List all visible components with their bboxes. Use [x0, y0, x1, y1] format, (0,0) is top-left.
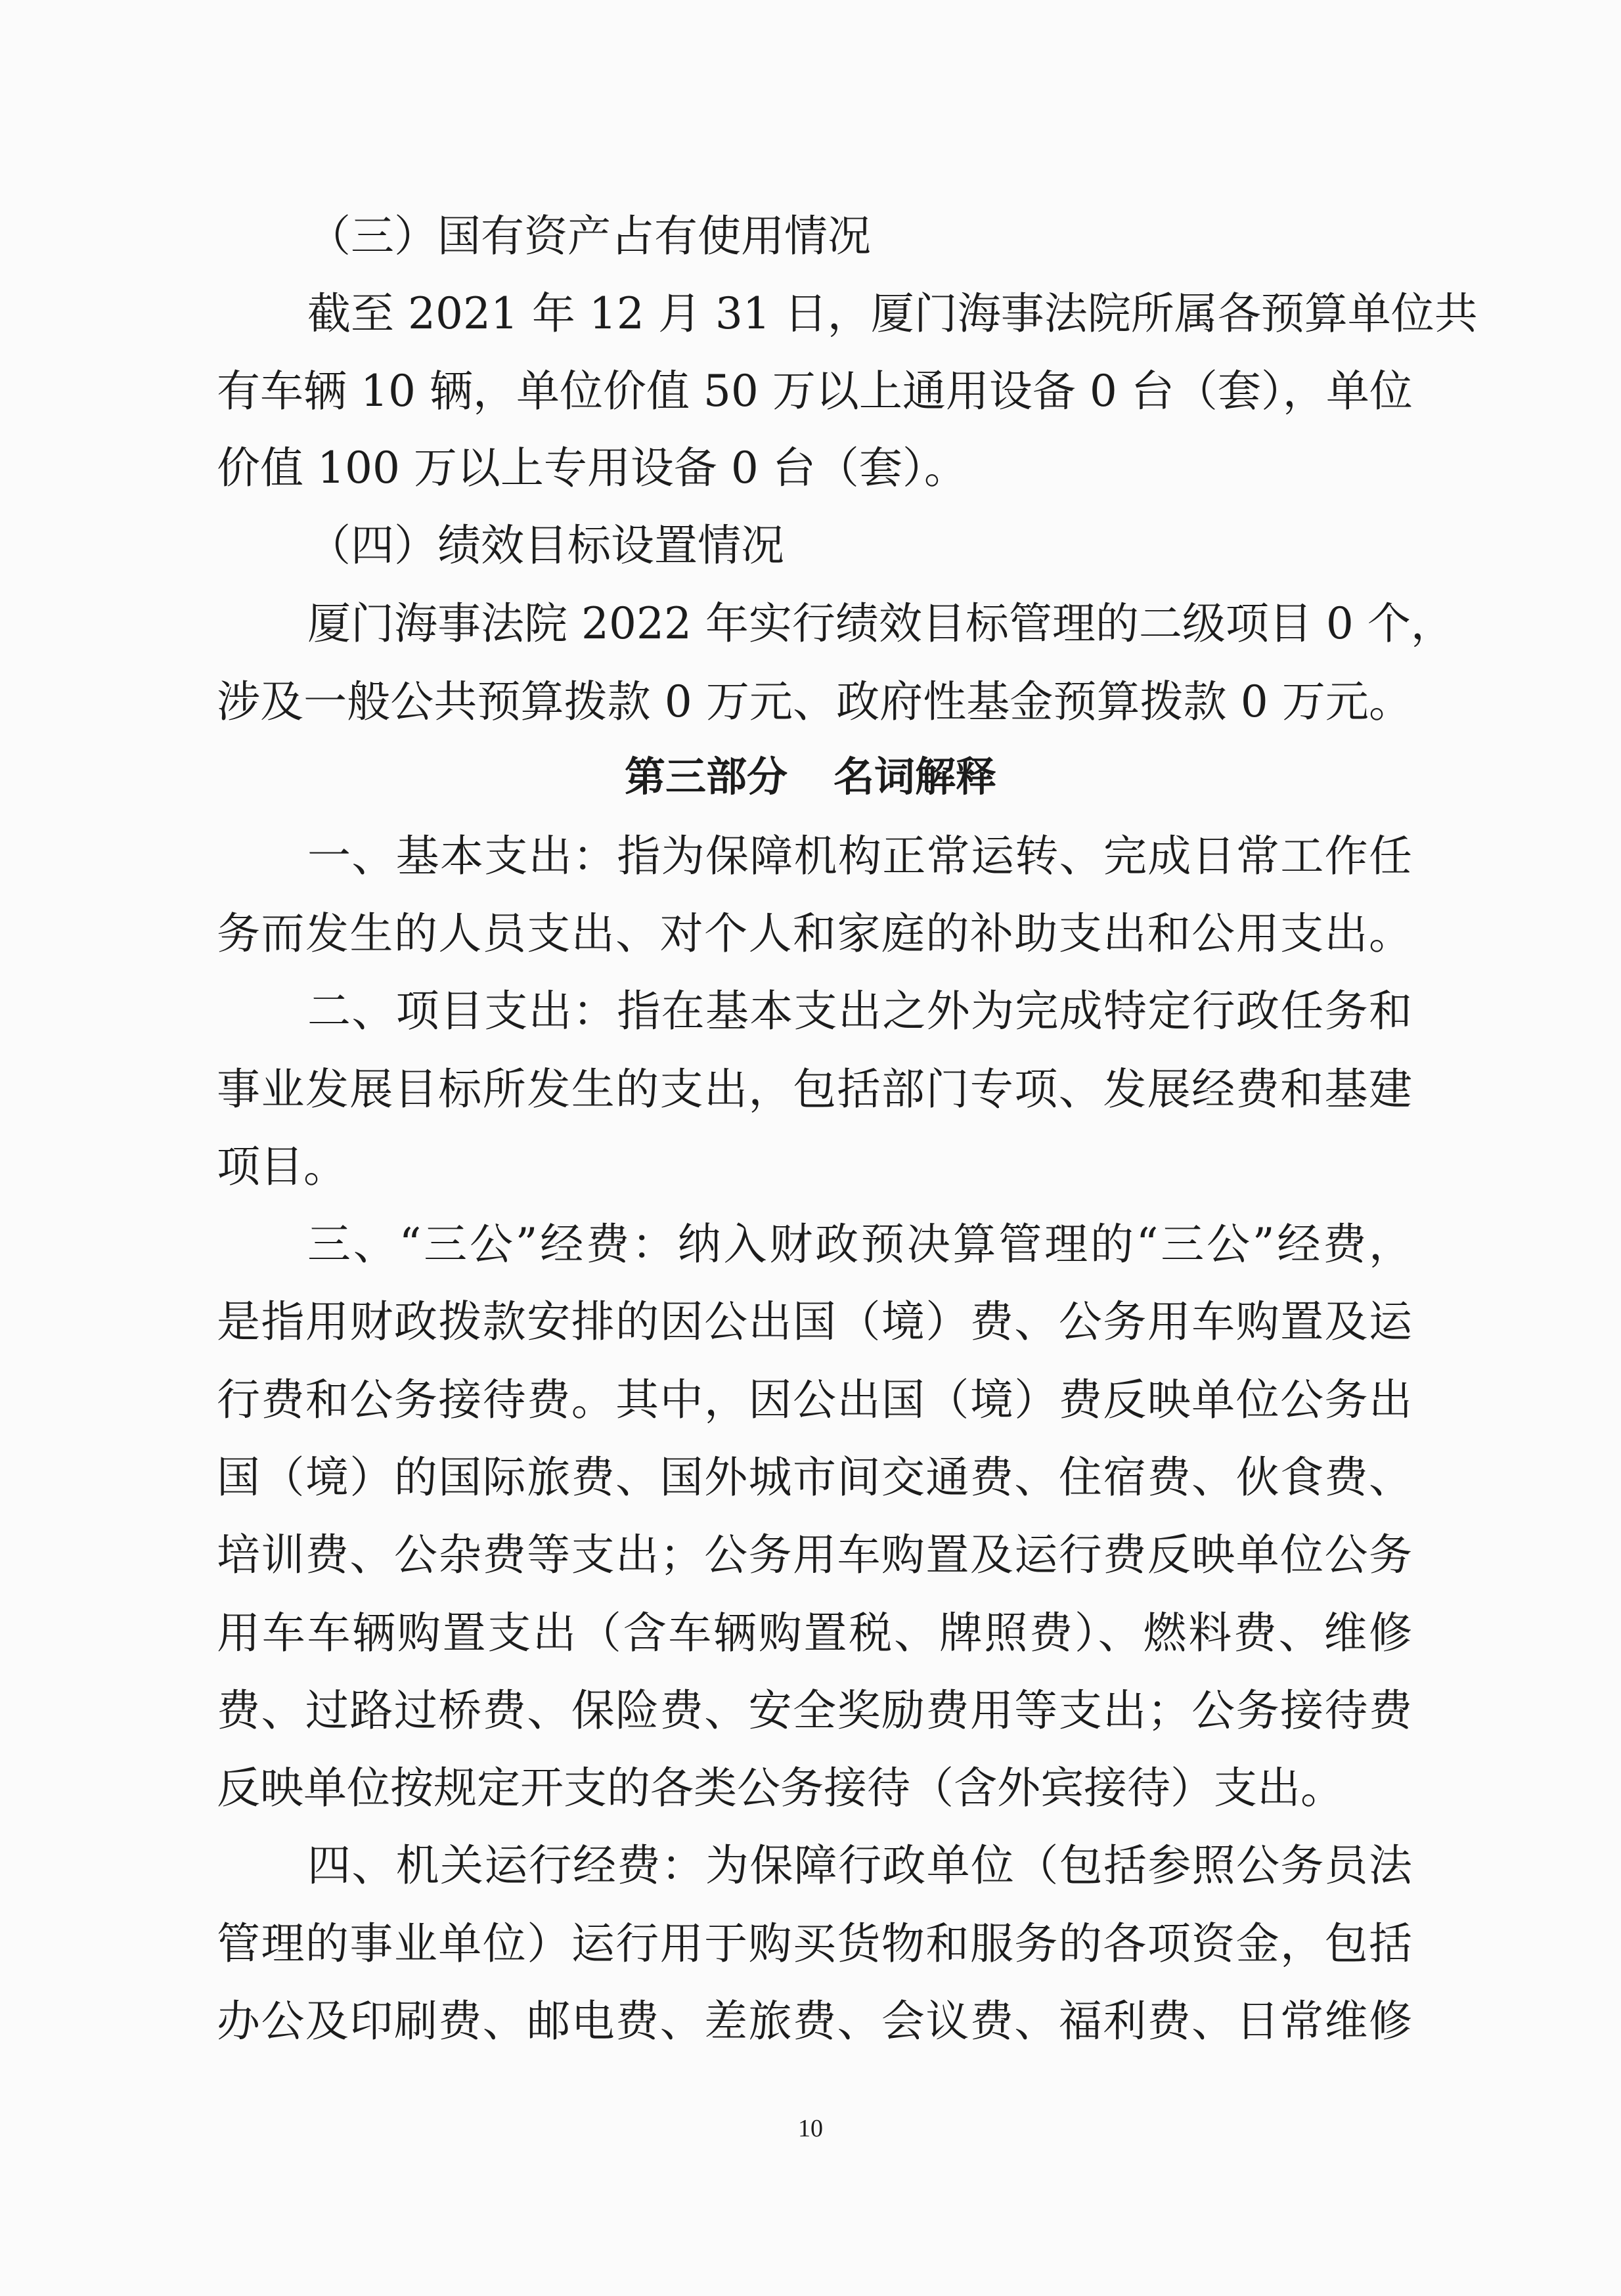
page-number: 10 [798, 2115, 823, 2142]
definition-line: 项目。 [217, 1141, 347, 1192]
section-heading-title: 名词解释 [833, 753, 997, 801]
text-line: 厦门海事法院 2022 年实行绩效目标管理的二级项目 0 个， [307, 598, 1454, 649]
text-line: 涉及一般公共预算拨款 0 万元、政府性基金预算拨款 0 万元。 [217, 676, 1412, 727]
definition-line: 一、基本支出：指为保障机构正常运转、完成日常工作任 [307, 831, 1412, 881]
definition-line: 事业发展目标所发生的支出，包括部门专项、发展经费和基建 [217, 1064, 1412, 1115]
definition-line: 办公及印刷费、邮电费、差旅费、会议费、福利费、日常维修 [217, 1996, 1412, 2046]
definition-line: 用车车辆购置支出（含车辆购置税、牌照费）、燃料费、维修 [217, 1608, 1412, 1658]
definition-line: 三、“三公”经费：纳入财政预决算管理的“三公”经费， [307, 1219, 1412, 1269]
definition-line: 反映单位按规定开支的各类公务接待（含外宾接待）支出。 [217, 1763, 1344, 1813]
definition-line: 培训费、公杂费等支出；公务用车购置及运行费反映单位公务 [217, 1530, 1412, 1580]
text-line: 价值 100 万以上专用设备 0 台（套）。 [217, 443, 967, 493]
section-heading-part: 第三部分 [624, 753, 788, 801]
subheading-performance-goals: （四）绩效目标设置情况 [307, 520, 784, 571]
definition-line: 行费和公务接待费。其中，因公出国（境）费反映单位公务出 [217, 1375, 1412, 1425]
definition-line: 二、项目支出：指在基本支出之外为完成特定行政任务和 [307, 986, 1412, 1036]
definition-line: 四、机关运行经费：为保障行政单位（包括参照公务员法 [307, 1840, 1412, 1891]
definition-line: 管理的事业单位）运行用于购买货物和服务的各项资金，包括 [217, 1918, 1412, 1969]
definition-line: 国（境）的国际旅费、国外城市间交通费、住宿费、伙食费、 [217, 1452, 1412, 1503]
definition-line: 费、过路过桥费、保险费、安全奖励费用等支出；公务接待费 [217, 1685, 1412, 1736]
subheading-state-assets: （三）国有资产占有使用情况 [307, 211, 871, 261]
definition-line: 是指用财政拨款安排的因公出国（境）费、公务用车购置及运 [217, 1296, 1412, 1347]
section-heading [0, 755, 1621, 799]
text-line: 截至 2021 年 12 月 31 日，厦门海事法院所属各预算单位共 [307, 288, 1478, 339]
definition-line: 务而发生的人员支出、对个人和家庭的补助支出和公用支出。 [217, 908, 1412, 959]
text-line: 有车辆 10 辆，单位价值 50 万以上通用设备 0 台（套），单位 [217, 366, 1413, 416]
